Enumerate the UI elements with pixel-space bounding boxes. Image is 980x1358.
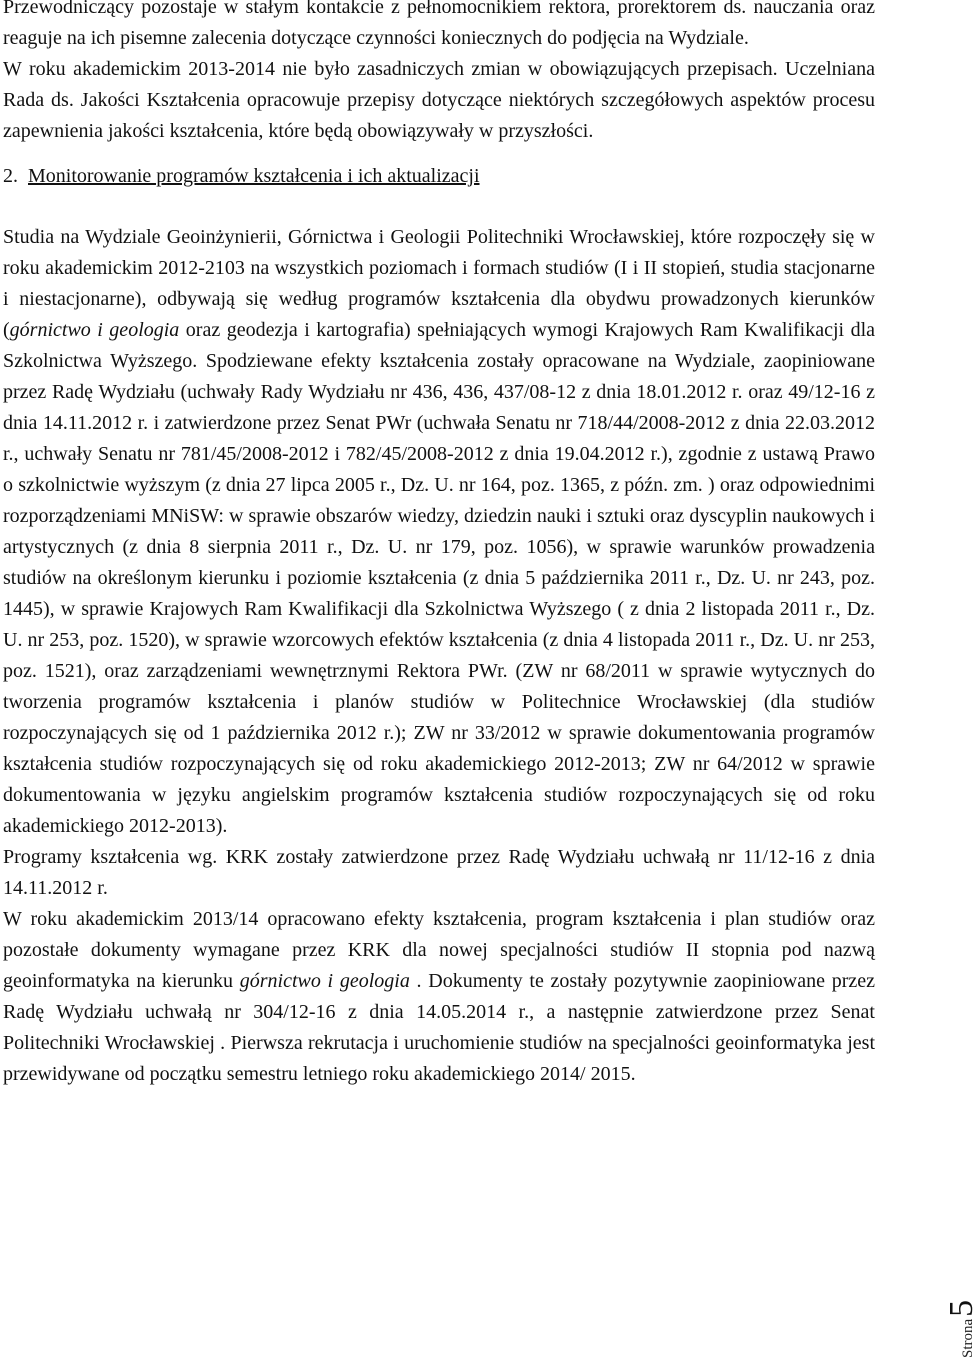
body-paragraph-1	[3, 222, 875, 842]
body-paragraph-3-text-b: . Dokumenty te zostały pozytywnie zaopiniowane przez Radę Wydziału uchwałą nr 304/12-16 z dnia 14.05.2014 r., a następnie zatwierdzone przez Senat Politechniki Wrocławskiej . Pierwsza rekrutacja i uruchomienie studiów na specjalności geoinformatyka jest przewidywane od początku semestru letniego roku akademickiego 2014/ 2015.	[3, 970, 875, 1085]
document-page	[3, 0, 875, 1090]
page-number: 5	[943, 1299, 980, 1317]
page-label: Strona	[960, 1318, 976, 1358]
body-paragraph-2: Programy kształcenia wg. KRK zostały zatwierdzone przez Radę Wydziału uchwałą nr 11/12-16 z dnia 14.11.2012 r.	[3, 846, 875, 899]
section-title: Monitorowanie programów kształcenia i ich aktualizacji	[28, 165, 480, 187]
body-paragraph-1-italic: górnictwo i geologia	[9, 319, 180, 341]
body-paragraph-3	[3, 904, 875, 1090]
intro-paragraph-2: W roku akademickim 2013-2014 nie było zasadniczych zmian w obowiązujących przepisach. Uczelniana Rada ds. Jakości Kształcenia opracowuje przepisy dotyczące niektórych szczegółowych aspektów procesu zapewnienia jakości kształcenia, które będą obowiązywały w przyszłości.	[3, 58, 875, 142]
body-paragraph-3-text-a: W roku akademickim 2013/14 opracowano efekty kształcenia, program kształcenia i plan studiów oraz pozostałe dokumenty wymagane przez KRK dla nowej specjalności studiów II stopnia pod nazwą geoinformatyka na kierunku	[3, 908, 875, 992]
section-heading	[3, 161, 875, 192]
intro-paragraph-1: Przewodniczący pozostaje w stałym kontakcie z pełnomocnikiem rektora, prorektorem ds. nauczania oraz reaguje na ich pisemne zalecenia dotyczące czynności koniecznych do podjęcia na Wydziale.	[3, 0, 875, 49]
body-paragraph-3-italic: górnictwo i geologia	[239, 970, 410, 992]
body-paragraph-1-text-b: oraz geodezja i kartografia) spełniających wymogi Krajowych Ram Kwalifikacji dla Szkolnictwa Wyższego. Spodziewane efekty kształcenia zostały opracowane na Wydziale, zaopiniowane przez Radę Wydziału (uchwały Rady Wydziału nr 436, 436, 437/08-12 z dnia 18.01.2012 r. oraz 49/12-16 z dnia 14.11.2012 r. i zatwierdzone przez Senat PWr (uchwała Senatu nr 718/44/2008-2012 z dnia 22.03.2012 r., uchwały Senatu nr 781/45/2008-2012 i 782/45/2008-2012 z dnia 19.04.2012 r.), zgodnie z ustawą Prawo o szkolnictwie wyższym (z dnia 27 lipca 2005 r., Dz. U. nr 164, poz. 1365, z późn. zm. ) oraz odpowiednimi rozporządzeniami MNiSW: w sprawie obszarów wiedzy, dziedzin nauki i sztuki oraz dyscyplin naukowych i artystycznych (z dnia 8 sierpnia 2011 r., Dz. U. nr 179, poz. 1056), w sprawie warunków prowadzenia studiów na określonym kierunku i poziomie kształcenia (z dnia 5 października 2011 r., Dz. U. nr 243, poz. 1445), w sprawie Krajowych Ram Kwalifikacji dla Szkolnictwa Wyższego ( z dnia 2 listopada 2011 r., Dz. U. nr 253, poz. 1520), w sprawie wzorcowych efektów kształcenia (z dnia 4 listopada 2011 r., Dz. U. nr 253, poz. 1521), oraz zarządzeniami wewnętrznymi Rektora PWr. (ZW nr 68/2011 w sprawie wytycznych do tworzenia programów kształcenia i planów studiów w Politechnice Wrocławskiej (dla studiów rozpoczynających się od 1 października 2012 r.); ZW nr 33/2012 w sprawie dokumentowania programów kształcenia studiów rozpoczynających się od roku akademickiego 2012-2013; ZW nr 64/2012 w sprawie dokumentowania w języku angielskim programów kształcenia studiów rozpoczynających się od roku akademickiego 2012-2013).	[3, 319, 875, 837]
page-number-footer	[929, 1268, 980, 1358]
body-paragraph-1-text-a: Studia na Wydziale Geoinżynierii, Górnictwa i Geologii Politechniki Wrocławskiej, które rozpoczęły się w roku akademickim 2012-2103 na wszystkich poziomach i formach studiów (I i II stopień, studia stacjonarne i niestacjonarne), odbywają się według programów kształcenia dla obydwu prowadzonych kierunków (	[3, 226, 875, 341]
section-number: 2.	[3, 165, 18, 187]
